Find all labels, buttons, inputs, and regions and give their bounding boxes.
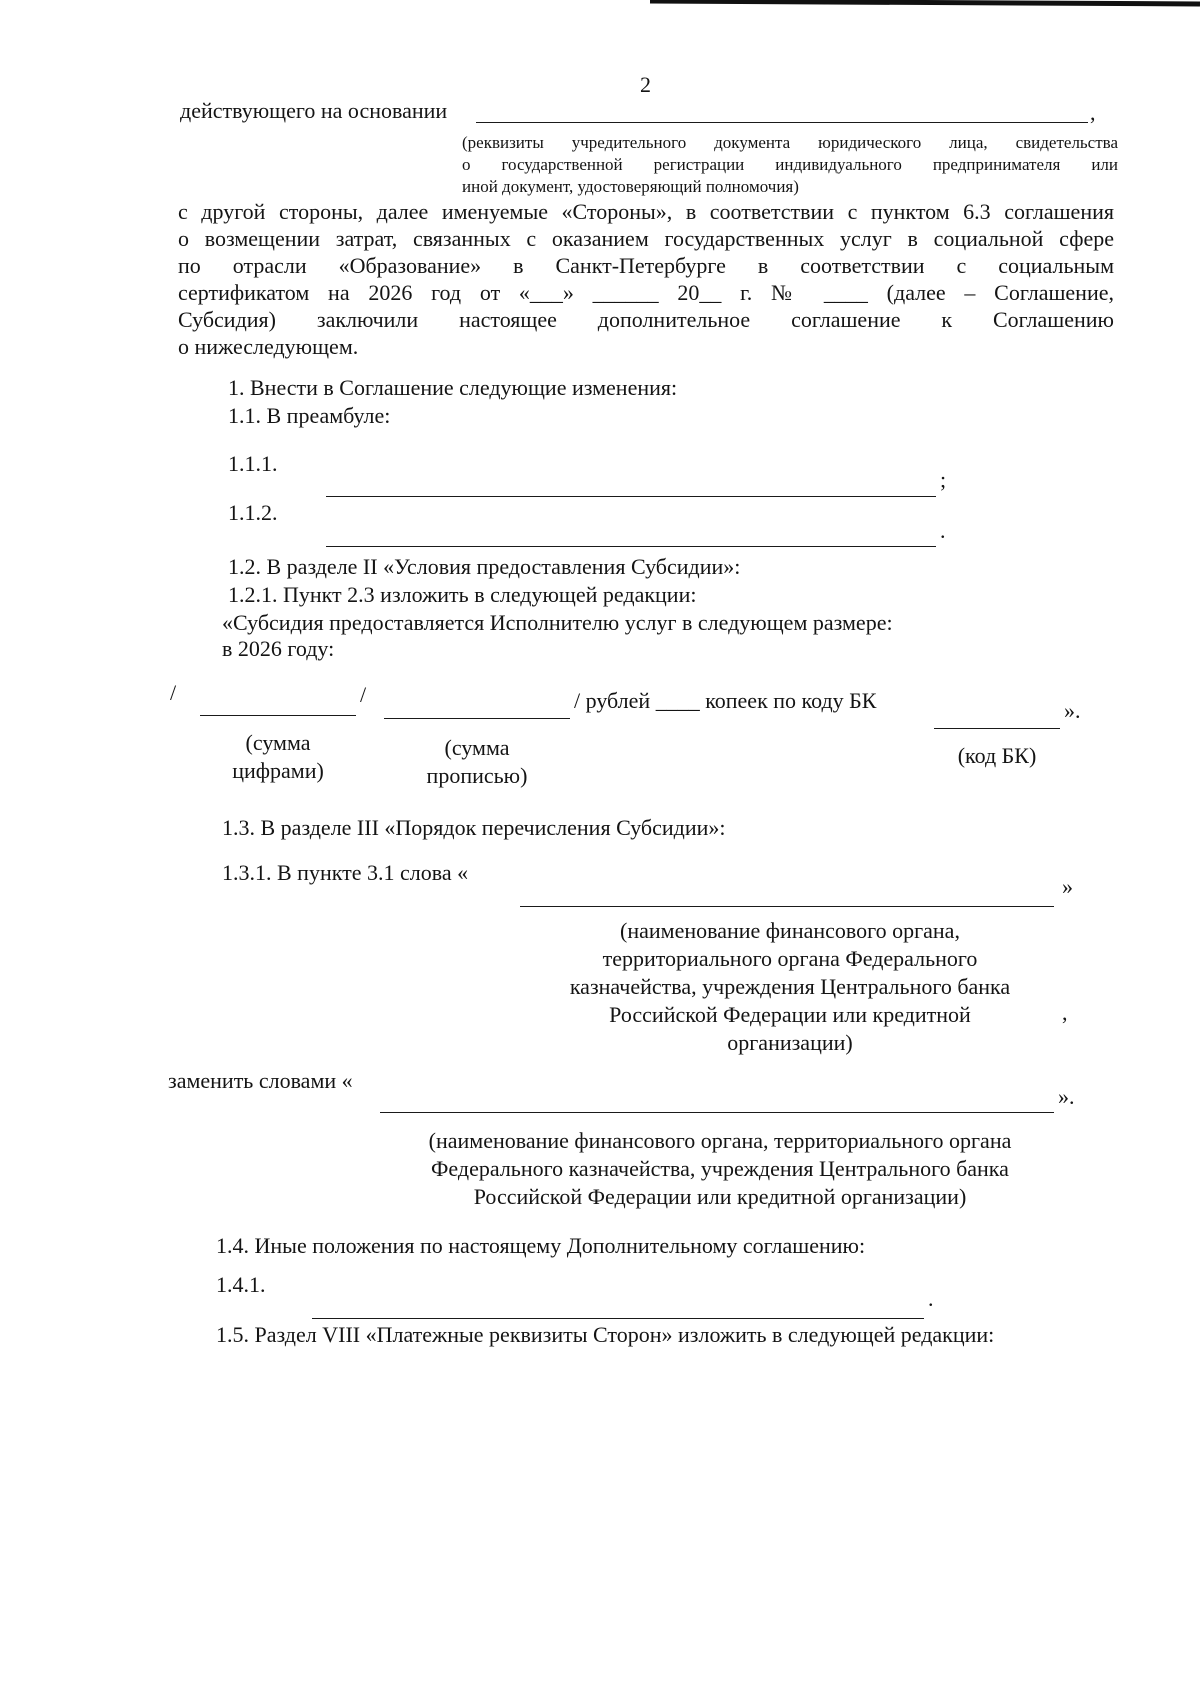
- replace-blank-line[interactable]: [380, 1112, 1054, 1113]
- replace-end: ».: [1058, 1084, 1075, 1109]
- basis-blank-line[interactable]: [476, 122, 1088, 123]
- amount-words-blank-line[interactable]: [384, 718, 570, 719]
- scan-edge-mark: [650, 0, 1200, 6]
- item-1-3-1-end: »: [1062, 874, 1073, 899]
- replace-label: заменить словами «: [168, 1068, 353, 1093]
- amount-digits-blank-line[interactable]: [200, 715, 356, 716]
- section-1-3-heading: 1.3. В разделе III «Порядок перечисления Субсидии»:: [222, 815, 726, 840]
- section-1-4-heading: 1.4. Иные положения по настоящему Дополнительному соглашению:: [216, 1233, 866, 1258]
- subsidy-line: «Субсидия предоставляется Исполнителю услуг в следующем размере:: [222, 610, 893, 635]
- bk-code-blank-line[interactable]: [934, 728, 1060, 729]
- replace-caption-3: Российской Федерации или кредитной организации): [473, 1184, 967, 1209]
- item-1-1-1-label: 1.1.1.: [228, 451, 278, 476]
- section-1-2-heading: 1.2. В разделе II «Условия предоставления Субсидии»:: [228, 554, 741, 579]
- item-1-1-2-label: 1.1.2.: [228, 500, 278, 525]
- item-1-3-1-caption-3: казначейства, учреждения Центрального банка: [569, 974, 1011, 999]
- caption-words-2: прописью): [426, 763, 528, 788]
- item-1-2-1-heading: 1.2.1. Пункт 2.3 изложить в следующей редакции:: [228, 582, 697, 607]
- preamble-line-6: о нижеследующем.: [178, 334, 359, 359]
- item-1-1-1-end: ;: [940, 467, 947, 492]
- preamble-line-2: о возмещении затрат, связанных с оказанием государственных услуг в социальной сфере: [178, 226, 1114, 251]
- basis-note-line-1: (реквизиты учредительного документа юридического лица, свидетельства: [462, 133, 1118, 152]
- replace-caption-1: (наименование финансового органа, территориального органа: [428, 1128, 1012, 1153]
- item-1-3-1-caption-1: (наименование финансового органа,: [620, 918, 960, 943]
- amount-slash-2: /: [360, 682, 367, 707]
- preamble-line-3: по отрасли «Образование» в Санкт-Петербурге в соответствии с социальным: [178, 253, 1114, 278]
- caption-digits-1: (сумма: [245, 730, 311, 755]
- section-1-heading: 1. Внести в Соглашение следующие изменения:: [228, 375, 678, 400]
- item-1-3-1-blank-line[interactable]: [520, 906, 1054, 907]
- replace-caption-2: Федерального казначейства, учреждения Центрального банка: [431, 1156, 1009, 1181]
- item-1-3-1-label: 1.3.1. В пункте 3.1 слова «: [222, 860, 469, 885]
- basis-note-line-3: иной документ, удостоверяющий полномочия): [462, 177, 799, 196]
- basis-comma: ,: [1090, 100, 1096, 125]
- page-number: 2: [640, 72, 651, 97]
- item-1-3-1-comma: ,: [1062, 1000, 1068, 1025]
- preamble-line-5: Субсидия) заключили настоящее дополнительное соглашение к Соглашению: [178, 307, 1114, 332]
- item-1-3-1-caption-2: территориального органа Федерального: [602, 946, 978, 971]
- preamble-line-4: сертификатом на 2026 год от «___» ______ 20__ г. № ____ (далее – Соглашение,: [178, 280, 1114, 305]
- caption-words-1: (сумма: [444, 735, 510, 760]
- item-1-1-2-blank-line[interactable]: [326, 546, 936, 547]
- amount-end: ».: [1064, 698, 1081, 723]
- year-line: в 2026 году:: [222, 636, 335, 661]
- amount-rub-kop-bk: / рублей ____ копеек по коду БК: [574, 688, 877, 713]
- item-1-3-1-caption-4: Российской Федерации или кредитной: [609, 1002, 971, 1027]
- item-1-3-1-caption-5: организации): [727, 1030, 853, 1055]
- item-1-4-1-label: 1.4.1.: [216, 1272, 266, 1297]
- amount-slash-1: /: [170, 680, 177, 705]
- preamble-line-1: с другой стороны, далее именуемые «Стороны», в соответствии с пунктом 6.3 соглашения: [178, 199, 1114, 224]
- item-1-4-1-blank-line[interactable]: [312, 1318, 924, 1319]
- section-1-1-heading: 1.1. В преамбуле:: [228, 403, 391, 428]
- item-1-1-2-end: .: [940, 518, 946, 543]
- item-1-4-1-end: .: [928, 1286, 934, 1311]
- item-1-1-1-blank-line[interactable]: [326, 496, 936, 497]
- caption-digits-2: цифрами): [232, 758, 324, 783]
- caption-bk: (код БК): [957, 743, 1037, 768]
- basis-note-line-2: о государственной регистрации индивидуального предпринимателя или: [462, 155, 1118, 174]
- section-1-5-heading: 1.5. Раздел VIII «Платежные реквизиты Сторон» изложить в следующей редакции:: [216, 1322, 995, 1347]
- basis-label: действующего на основании: [180, 98, 448, 123]
